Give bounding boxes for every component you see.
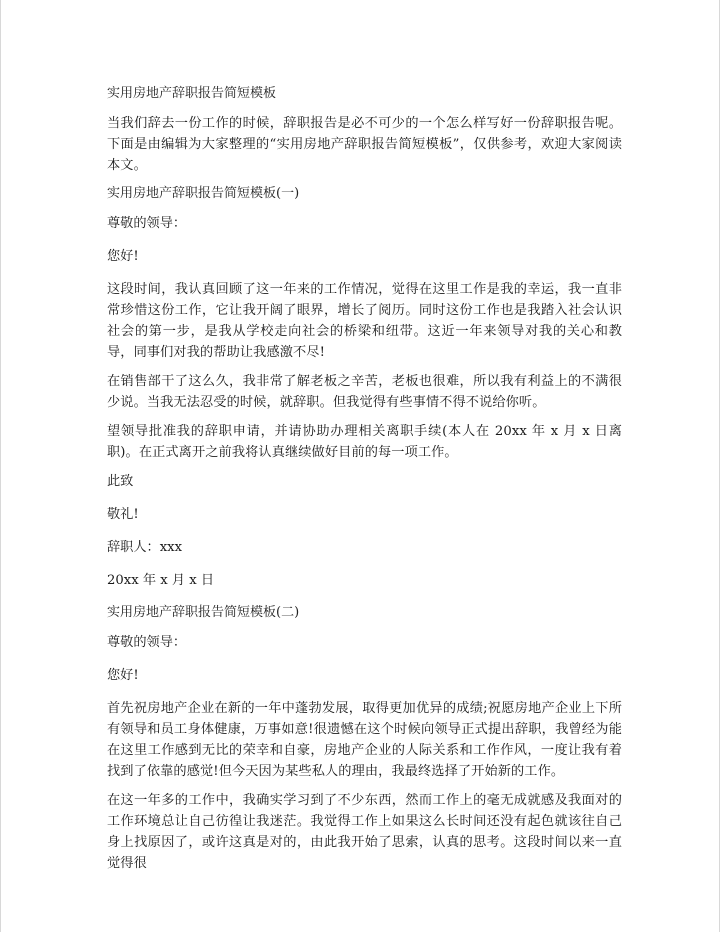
section-heading-2: 实用房地产辞职报告简短模板(二) <box>107 605 300 620</box>
document-body <box>107 84 622 882</box>
body-paragraph: 在销售部干了这么久，我非常了解老板之辛苦，老板也很难，所以我有利益上的不满很少说。当我无法忍受的时候，就辞职。但我觉得有些事情不得不说给你听。 <box>107 374 622 410</box>
body-paragraph: 望领导批准我的辞职申请，并请协助办理相关离职手续(本人在 20xx 年 x 月 x 日离职)。在正式离开之前我将认真继续做好目前的每一项工作。 <box>107 424 622 460</box>
intro-paragraph: 当我们辞去一份工作的时候，辞职报告是必不可少的一个怎么样写好一份辞职报告呢。下面是由编辑为大家整理的“实用房地产辞职报告简短模板”，仅供参考，欢迎大家阅读本文。 <box>107 116 622 173</box>
body-paragraph: 首先祝房地产企业在新的一年中蓬勃发展，取得更加优异的成绩;祝愿房地产企业上下所有领导和员工身体健康，万事如意!很遗憾在这个时候向领导正式提出辞职，我曾经为能在这里工作感到无比的荣幸和自豪，房地产企业的人际关系和工作作风，一度让我有着找到了依靠的感觉!但今天因为某些私人的理由，我最终选择了开始新的工作。 <box>107 701 622 779</box>
section-heading-1: 实用房地产辞职报告简短模板(一) <box>107 186 300 201</box>
body-paragraph: 在这一年多的工作中，我确实学习到了不少东西，然而工作上的毫无成就感及我面对的工作环境总让自己彷徨让我迷茫。我觉得工作上如果这么长时间还没有起色就该往自己身上找原因了，或许这真是对的，由此我开始了思索，认真的思考。这段时间以来一直觉得很 <box>107 793 622 871</box>
regards: 敬礼! <box>107 507 139 522</box>
greeting: 您好! <box>107 668 139 683</box>
date: 20xx 年 x 月 x 日 <box>107 573 215 588</box>
salutation: 尊敬的领导： <box>107 635 187 650</box>
signature: 辞职人：xxx <box>107 540 183 555</box>
salutation: 尊敬的领导： <box>107 216 187 231</box>
greeting: 您好! <box>107 249 139 264</box>
body-paragraph: 这段时间，我认真回顾了这一年来的工作情况，觉得在这里工作是我的幸运，我一直非常珍惜这份工作，它让我开阔了眼界，增长了阅历。同时这份工作也是我踏入社会认识社会的第一步，是我从学校走向社会的桥梁和纽带。这近一年来领导对我的关心和教导，同事们对我的帮助让我感激不尽! <box>107 282 622 360</box>
document-title: 实用房地产辞职报告简短模板 <box>107 86 277 101</box>
closing: 此致 <box>107 474 134 489</box>
